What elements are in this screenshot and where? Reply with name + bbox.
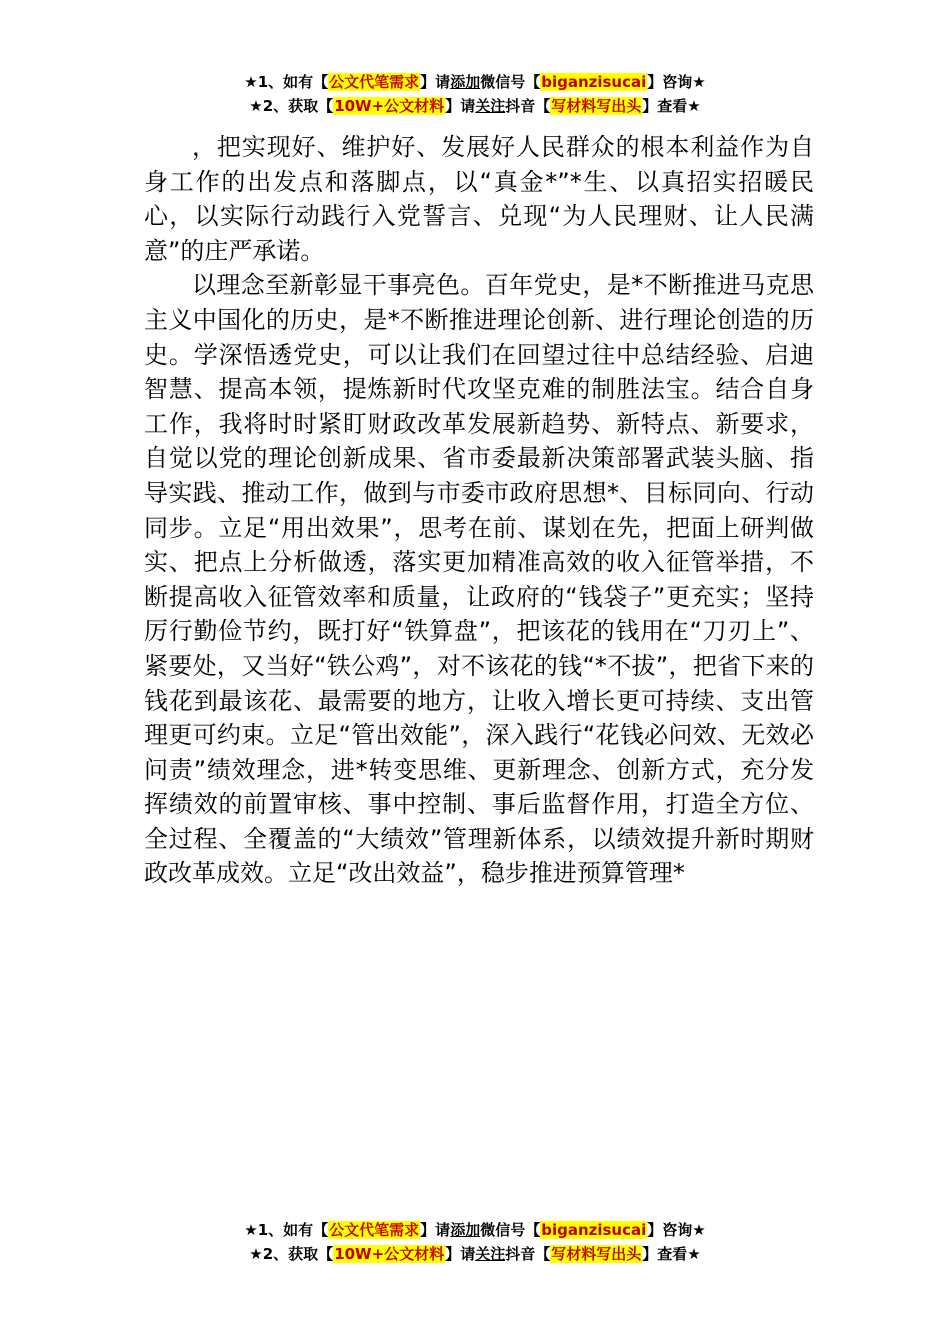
banner-text: 抖音【 [505,97,551,115]
banner-highlight: 写材料写出头 [551,1245,642,1263]
banner-text: ★1、如有【 [244,1221,329,1239]
banner-line-2 [0,1242,950,1266]
banner-highlight: biganzisucai [541,73,647,91]
banner-emphasis: 关注 [475,97,506,115]
banner-text: ★2、获取【 [249,97,334,115]
paragraph-2: 以理念至新彰显干事亮色。百年党史，是*不断推进马克思主义中国化的历史，是*不断推进理论创新、进行理论创造的历史。学深悟透党史，可以让我们在回望过往中总结经验、启迪智慧、提高本领，提炼新时代攻坚克难的制胜法宝。结合自身工作，我将时时紧盯财政改革发展新趋势、新特点、新要求，自觉以党的理论创新成果、省市委最新决策部署武装头脑、指导实践、推动工作，做到与市委市政府思想*、目标同向、行动同步。立足“用出效果”，思考在前、谋划在先，把面上研判做实、把点上分析做透，落实更加精准高效的收入征管举措，不断提高收入征管效率和质量，让政府的“钱袋子”更充实；坚持厉行勤俭节约，既打好“铁算盘”，把该花的钱用在“刀刃上”、紧要处，又当好“铁公鸡”，对不该花的钱“*不拔”，把省下来的钱花到最该花、最需要的地方，让收入增长更可持续、支出管理更可约束。立足“管出效能”，深入践行“花钱必问效、无效必问责”绩效理念，进*转变思维、更新理念、创新方式，充分发挥绩效的前置审核、事中控制、事后监督作用，打造全方位、全过程、全覆盖的“大绩效”管理新体系，以绩效提升新时期财政改革成效。立足“改出效益”，稳步推进预算管理* [144,271,814,888]
banner-highlight: 10W+公文材料 [334,97,445,115]
banner-highlight: biganzisucai [541,1221,647,1239]
banner-text: ★2、获取【 [249,1245,334,1263]
banner-emphasis: 关注 [475,1245,506,1263]
banner-text: 】请 [420,1221,451,1239]
banner-text: 】咨询★ [647,73,706,91]
banner-line-1 [0,1218,950,1242]
footer-banner [0,1218,950,1266]
banner-text: 】查看★ [642,1245,701,1263]
banner-text: 】请 [445,1245,476,1263]
paragraph-1: ，把实现好、维护好、发展好人民群众的根本利益作为自身工作的出发点和落脚点，以“真金*”*生、以真招实招暖民心，以实际行动践行入党誓言、兑现“为人民理财、让人民满意”的庄严承诺。 [144,133,814,265]
banner-emphasis: 添加 [450,73,481,91]
banner-text: 微信号【 [480,73,541,91]
banner-text: 】请 [445,97,476,115]
banner-highlight: 公文代笔需求 [329,1221,420,1239]
header-banner [0,70,950,118]
banner-text: 】咨询★ [647,1221,706,1239]
banner-line-2 [0,94,950,118]
banner-line-1 [0,70,950,94]
document-body [144,130,814,891]
banner-text: ★1、如有【 [244,73,329,91]
banner-text: 】查看★ [642,97,701,115]
banner-text: 抖音【 [505,1245,551,1263]
banner-highlight: 公文代笔需求 [329,73,420,91]
banner-text: 微信号【 [480,1221,541,1239]
banner-highlight: 10W+公文材料 [334,1245,445,1263]
banner-text: 】请 [420,73,451,91]
banner-emphasis: 添加 [450,1221,481,1239]
banner-highlight: 写材料写出头 [551,97,642,115]
